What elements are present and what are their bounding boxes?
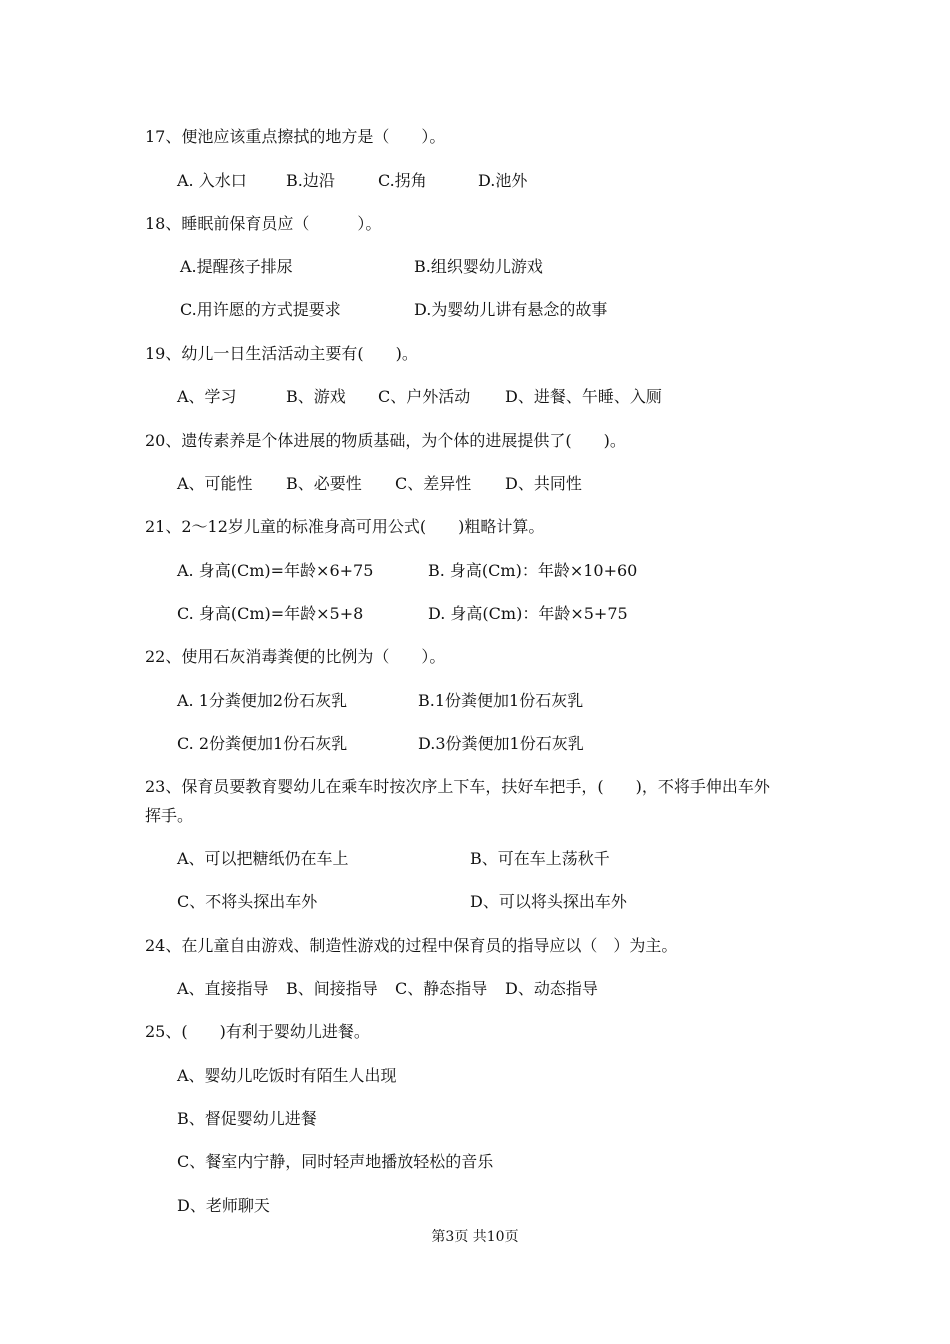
q22-option-d: D.3份粪便加1份石灰乳 (418, 734, 584, 753)
q24-stem: 24、在儿童自由游戏、制造性游戏的过程中保育员的指导应以（ ）为主。 (145, 936, 678, 955)
q18-option-d: D.为婴幼儿讲有悬念的故事 (414, 300, 608, 319)
q24-option-c: C、静态指导 (395, 979, 488, 998)
q18-option-a: A.提醒孩子排尿 (180, 257, 293, 276)
q23-stem-line1: 23、保育员要教育婴幼儿在乘车时按次序上下车，扶好车把手，( )，不将手伸出车外 (145, 777, 770, 796)
q23-stem-line2: 挥手。 (145, 806, 194, 825)
q21-option-a: A. 身高(Cm)=年龄×6+75 (177, 561, 374, 580)
q23-option-b: B、可在车上荡秋千 (470, 849, 610, 868)
q17-option-c: C.拐角 (378, 171, 427, 190)
q20-stem: 20、遗传素养是个体进展的物质基础，为个体的进展提供了( )。 (145, 431, 626, 450)
q17-option-d: D.池外 (478, 171, 528, 190)
q20-option-c: C、差异性 (395, 474, 472, 493)
q22-stem: 22、使用石灰消毒粪便的比例为（ ）。 (145, 647, 446, 666)
q25-stem: 25、( )有利于婴幼儿进餐。 (145, 1022, 370, 1041)
q17-stem: 17、便池应该重点擦拭的地方是（ ）。 (145, 127, 446, 146)
q22-option-a: A. 1分粪便加2份石灰乳 (177, 691, 348, 710)
q20-option-a: A、可能性 (177, 474, 253, 493)
q19-option-a: A、学习 (177, 387, 237, 406)
q22-option-c: C. 2份粪便加1份石灰乳 (177, 734, 348, 753)
q25-option-b: B、督促婴幼儿进餐 (177, 1109, 317, 1128)
q24-option-b: B、间接指导 (286, 979, 378, 998)
q19-option-b: B、游戏 (286, 387, 346, 406)
q25-option-d: D、老师聊天 (177, 1196, 270, 1215)
q22-option-b: B.1份粪便加1份石灰乳 (418, 691, 584, 710)
q18-stem: 18、睡眠前保育员应（ ）。 (145, 214, 382, 233)
q19-option-c: C、户外活动 (378, 387, 471, 406)
q21-option-b: B. 身高(Cm)：年龄×10+60 (428, 561, 638, 580)
q17-option-a: A. 入水口 (177, 171, 247, 190)
q21-stem: 21、2～12岁儿童的标准身高可用公式( )粗略计算。 (145, 517, 545, 536)
page-footer: 第3页 共10页 (431, 1229, 519, 1245)
q24-option-a: A、直接指导 (177, 979, 269, 998)
q19-option-d: D、进餐、午睡、入厕 (505, 387, 662, 406)
q18-option-b: B.组织婴幼儿游戏 (414, 257, 543, 276)
q20-option-b: B、必要性 (286, 474, 362, 493)
q18-option-c: C.用许愿的方式提要求 (180, 300, 341, 319)
q17-option-b: B.边沿 (286, 171, 335, 190)
q19-stem: 19、幼儿一日生活活动主要有( )。 (145, 344, 418, 363)
q21-option-c: C. 身高(Cm)=年龄×5+8 (177, 604, 364, 623)
q23-option-c: C、不将头探出车外 (177, 892, 318, 911)
q25-option-a: A、婴幼儿吃饭时有陌生人出现 (177, 1066, 397, 1085)
q25-option-c: C、餐室内宁静，同时轻声地播放轻松的音乐 (177, 1152, 494, 1171)
q24-option-d: D、动态指导 (505, 979, 598, 998)
q21-option-d: D. 身高(Cm)：年龄×5+75 (428, 604, 628, 623)
q23-option-a: A、可以把糖纸仍在车上 (177, 849, 349, 868)
q23-option-d: D、可以将头探出车外 (470, 892, 627, 911)
q20-option-d: D、共同性 (505, 474, 582, 493)
